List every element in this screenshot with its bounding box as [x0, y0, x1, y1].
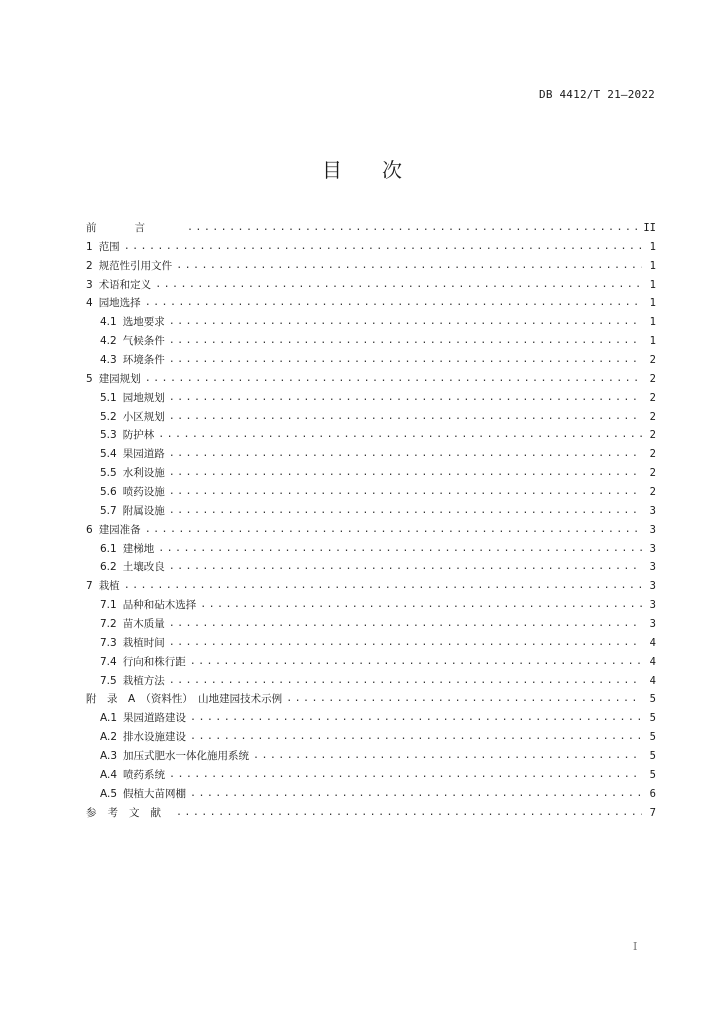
toc-dot-leader — [155, 276, 642, 295]
toc-entry-label: 建园规划 — [98, 372, 141, 385]
toc-entry-page: 1 — [649, 259, 656, 272]
toc-entry-page: 5 — [649, 731, 656, 744]
toc-entry-page: 3 — [649, 504, 656, 517]
toc-dot-leader — [169, 483, 642, 502]
toc-entry-page: 1 — [649, 316, 656, 329]
toc-entry-label: 排水设施建设 — [123, 731, 187, 744]
toc-entry-label: 防护林 — [122, 429, 155, 442]
toc-entry-number: 4 — [86, 297, 93, 310]
toc-entry-label: 范围 — [98, 240, 120, 253]
toc-entry-page: 2 — [649, 467, 656, 480]
toc-entry[interactable] — [86, 558, 656, 577]
toc-entry-number: 3 — [86, 278, 93, 291]
toc-entry[interactable] — [86, 426, 656, 445]
toc-entry-number: 5.6 — [100, 486, 117, 499]
toc-entry[interactable] — [86, 389, 656, 408]
table-of-contents — [86, 219, 656, 823]
toc-entry-number: 7.4 — [100, 655, 117, 668]
toc-entry-label: 喷药系统 — [123, 768, 166, 781]
toc-dot-leader — [169, 766, 642, 785]
toc-dot-leader — [169, 389, 642, 408]
toc-entry-label: 土壤改良 — [122, 561, 165, 574]
toc-entry-label: 选地要求 — [122, 316, 165, 329]
toc-entry-label: 术语和定义 — [98, 278, 152, 291]
toc-dot-leader — [169, 502, 642, 521]
toc-dot-leader — [176, 257, 642, 276]
toc-dot-leader — [190, 728, 642, 747]
toc-dot-leader — [187, 219, 639, 238]
toc-entry[interactable] — [86, 257, 656, 276]
toc-dot-leader — [169, 351, 642, 370]
toc-entry-page: 2 — [649, 372, 656, 385]
toc-entry-label: 品种和砧木选择 — [122, 599, 197, 612]
toc-entry[interactable] — [86, 445, 656, 464]
toc-entry-page: 4 — [649, 655, 656, 668]
toc-entry-label: 栽植 — [98, 580, 120, 593]
toc-entry-label: 栽植方法 — [122, 674, 165, 687]
toc-entry-page: 3 — [649, 561, 656, 574]
toc-entry[interactable] — [86, 634, 656, 653]
toc-entry-label: 行向和株行距 — [122, 655, 186, 668]
toc-entry-number: 5.1 — [100, 391, 117, 404]
toc-entry[interactable] — [86, 766, 656, 785]
toc-entry-page: 4 — [649, 636, 656, 649]
toc-entry-label: 附属设施 — [122, 504, 165, 517]
toc-entry-page: 2 — [649, 410, 656, 423]
toc-entry-number: 7 — [86, 580, 93, 593]
toc-entry-page: 2 — [649, 391, 656, 404]
toc-entry[interactable] — [86, 709, 656, 728]
toc-entry-page: 5 — [649, 712, 656, 725]
toc-dot-leader — [200, 596, 642, 615]
toc-entry[interactable] — [86, 464, 656, 483]
toc-entry-number: 6.1 — [100, 542, 117, 555]
toc-dot-leader — [190, 785, 642, 804]
toc-entry-label: 果园道路 — [122, 448, 165, 461]
toc-dot-leader — [169, 332, 642, 351]
toc-entry-page: 2 — [649, 354, 656, 367]
toc-entry[interactable] — [86, 313, 656, 332]
toc-entry-number: A.5 — [100, 787, 118, 800]
toc-dot-leader — [190, 653, 642, 672]
toc-entry[interactable] — [86, 238, 656, 257]
toc-entry-page: 7 — [649, 806, 656, 819]
toc-dot-leader — [169, 464, 642, 483]
toc-entry-number: 7.5 — [100, 674, 117, 687]
toc-entry-page: 4 — [649, 674, 656, 687]
toc-entry-number: 6 — [86, 523, 93, 536]
toc-entry[interactable] — [86, 502, 656, 521]
toc-dot-leader — [286, 690, 642, 709]
toc-entry-page: 3 — [649, 542, 656, 555]
toc-entry-page: 1 — [649, 335, 656, 348]
toc-entry-page: 5 — [649, 768, 656, 781]
toc-entry[interactable] — [86, 728, 656, 747]
toc-dot-leader — [124, 238, 642, 257]
toc-entry[interactable] — [86, 483, 656, 502]
toc-entry-page: 2 — [649, 486, 656, 499]
toc-entry-number: 1 — [86, 240, 93, 253]
toc-entry-label: 加压式肥水一体化施用系统 — [123, 750, 250, 763]
toc-entry-label: 园地选择 — [98, 297, 141, 310]
toc-entry-number: 5.5 — [100, 467, 117, 480]
toc-dot-leader — [169, 672, 642, 691]
toc-entry[interactable] — [86, 408, 656, 427]
toc-entry-number: 5.7 — [100, 504, 117, 517]
toc-entry-label: 栽植时间 — [122, 636, 165, 649]
toc-entry-label: 建梯地 — [122, 542, 155, 555]
toc-entry-label: 假植大苗网棚 — [123, 787, 187, 800]
toc-entry[interactable] — [86, 672, 656, 691]
toc-entry-number: 5 — [86, 372, 93, 385]
toc-entry-number: 6.2 — [100, 561, 117, 574]
toc-entry-label: 园地规划 — [122, 391, 165, 404]
toc-dot-leader — [169, 615, 642, 634]
toc-entry-page: 3 — [649, 580, 656, 593]
toc-entry-label: 前言 — [86, 222, 183, 234]
toc-entry-number: 5.4 — [100, 448, 117, 461]
toc-dot-leader — [169, 445, 642, 464]
toc-entry[interactable] — [86, 653, 656, 672]
toc-entry[interactable] — [86, 219, 656, 238]
toc-entry-number: A.2 — [100, 731, 118, 744]
toc-entry[interactable] — [86, 276, 656, 295]
toc-entry-label: 气候条件 — [122, 335, 165, 348]
toc-entry-number: 7.1 — [100, 599, 117, 612]
toc-entry[interactable] — [86, 785, 656, 804]
toc-entry[interactable] — [86, 747, 656, 766]
toc-entry[interactable] — [86, 804, 656, 823]
toc-entry-page: 5 — [649, 750, 656, 763]
toc-entry-label: 规范性引用文件 — [98, 259, 173, 272]
page-number: I — [633, 940, 638, 953]
toc-entry[interactable] — [86, 294, 656, 313]
toc-dot-leader — [145, 370, 642, 389]
toc-entry-page: 1 — [649, 297, 656, 310]
page-title-char-2: 次 — [382, 158, 402, 182]
toc-entry-number: 2 — [86, 259, 93, 272]
document-code: DB 4412/T 21—2022 — [539, 88, 655, 101]
toc-entry-page: 1 — [649, 278, 656, 291]
toc-entry-page: 5 — [649, 693, 656, 706]
toc-entry-number: 4.3 — [100, 354, 117, 367]
toc-entry-page: 2 — [649, 429, 656, 442]
toc-entry-page: 3 — [649, 599, 656, 612]
toc-entry-label: 水利设施 — [122, 467, 165, 480]
toc-entry-label: 苗木质量 — [122, 618, 165, 631]
toc-entry-label: 小区规划 — [122, 410, 165, 423]
toc-entry-number: 7.2 — [100, 618, 117, 631]
toc-entry-label: 建园准备 — [98, 523, 141, 536]
toc-dot-leader — [169, 313, 642, 332]
toc-entry-page: 3 — [649, 523, 656, 536]
toc-entry-label: 附 录 A （资料性） 山地建园技术示例 — [86, 693, 283, 706]
toc-entry-page: II — [643, 222, 656, 234]
toc-entry-number: 5.3 — [100, 429, 117, 442]
toc-dot-leader — [158, 540, 642, 559]
toc-entry-number: 4.1 — [100, 316, 117, 329]
toc-dot-leader — [145, 294, 642, 313]
toc-entry-label: 环境条件 — [122, 354, 165, 367]
toc-dot-leader — [190, 709, 642, 728]
toc-entry[interactable] — [86, 370, 656, 389]
toc-entry-number: 7.3 — [100, 636, 117, 649]
page-title — [0, 154, 724, 183]
toc-dot-leader — [124, 577, 642, 596]
toc-dot-leader — [169, 558, 642, 577]
toc-dot-leader — [169, 634, 642, 653]
toc-entry[interactable] — [86, 577, 656, 596]
toc-entry[interactable] — [86, 615, 656, 634]
toc-entry[interactable] — [86, 521, 656, 540]
toc-dot-leader — [158, 426, 642, 445]
toc-entry-number: 5.2 — [100, 410, 117, 423]
toc-dot-leader — [176, 804, 642, 823]
toc-entry-label: 参考文献 — [86, 806, 172, 819]
toc-entry[interactable] — [86, 596, 656, 615]
toc-entry-page: 1 — [649, 240, 656, 253]
toc-entry-label: 果园道路建设 — [123, 712, 187, 725]
toc-entry-label: 喷药设施 — [122, 486, 165, 499]
toc-entry[interactable] — [86, 690, 656, 709]
toc-entry-number: A.4 — [100, 768, 118, 781]
toc-dot-leader — [253, 747, 642, 766]
toc-dot-leader — [169, 408, 642, 427]
toc-entry-page: 3 — [649, 618, 656, 631]
toc-entry-page: 2 — [649, 448, 656, 461]
toc-dot-leader — [145, 521, 642, 540]
toc-entry-number: 4.2 — [100, 335, 117, 348]
toc-entry[interactable] — [86, 332, 656, 351]
toc-entry-page: 6 — [649, 787, 656, 800]
toc-entry-number: A.1 — [100, 712, 118, 725]
toc-entry[interactable] — [86, 351, 656, 370]
toc-entry[interactable] — [86, 540, 656, 559]
toc-entry-number: A.3 — [100, 750, 118, 763]
page-title-char-1: 目 — [322, 158, 342, 182]
